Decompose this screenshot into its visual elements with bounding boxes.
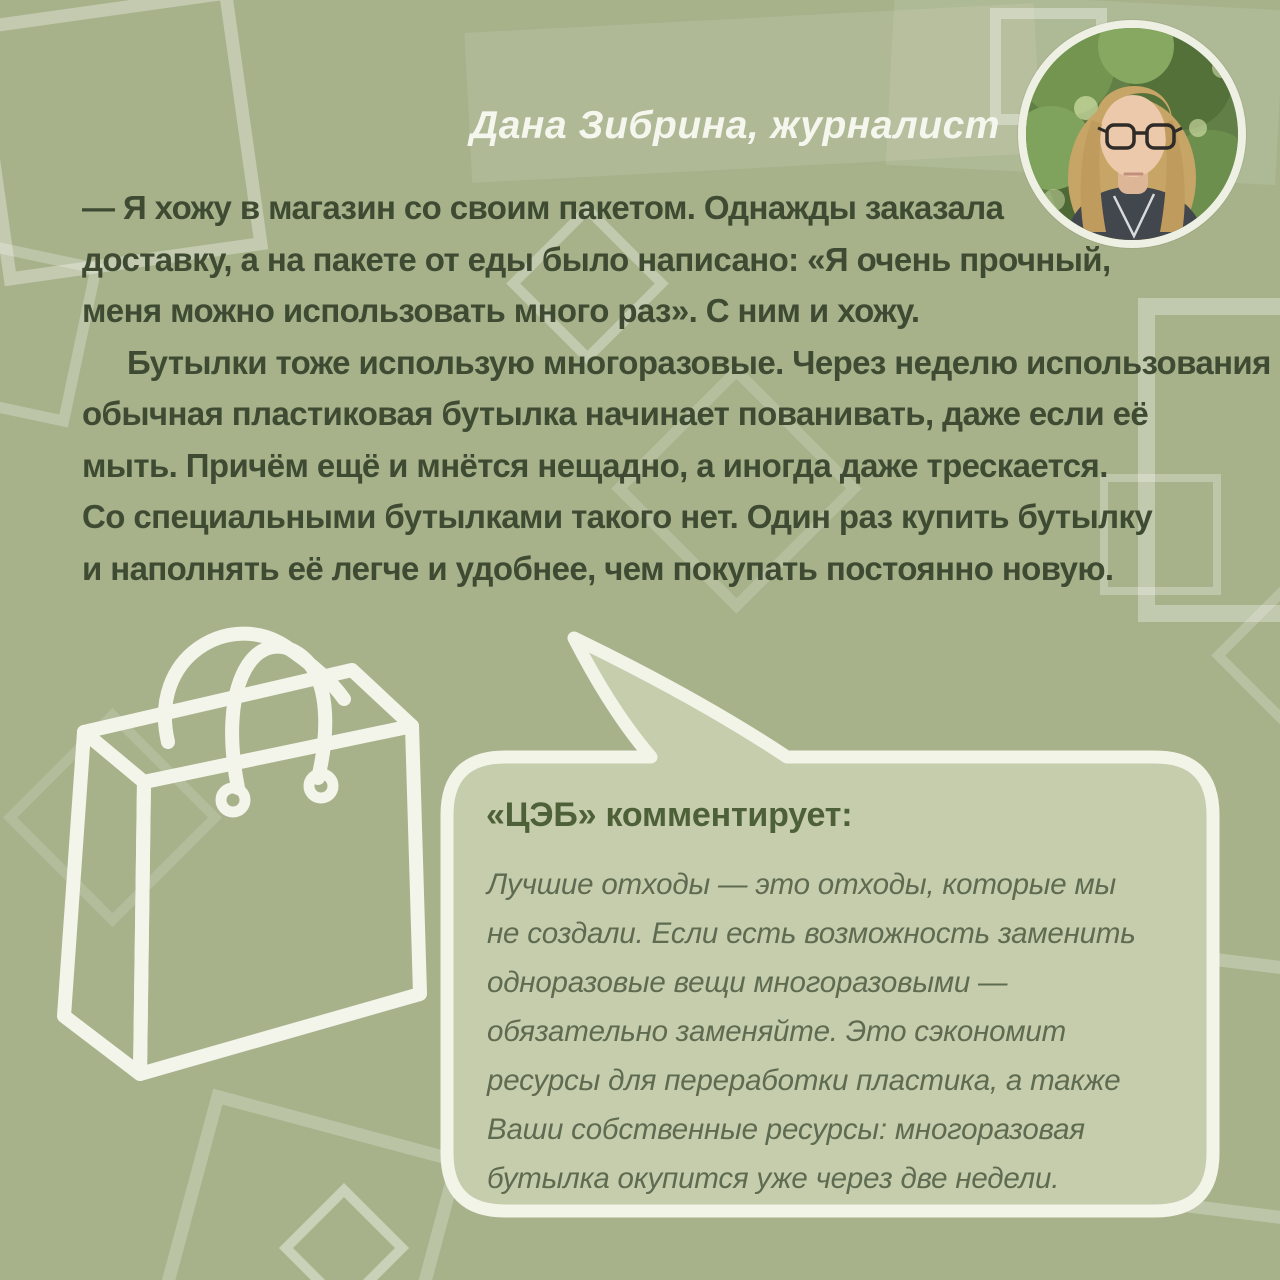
bubble-text-block [487,860,1217,1203]
quote-line: обычная пластиковая бутылка начинает пованивать, даже если её [82,395,1149,432]
quote-line: и наполнять её легче и удобнее, чем покупать постоянно новую. [82,549,1114,587]
quote-line: мыть. Причём ещё и мнётся нещадно, а иногда даже трескается. [82,446,1108,484]
quote-line: — Я хожу в магазин со своим пакетом. Однажды заказала [82,189,1004,226]
author-title: Дана Зибрина, журналист [470,104,1000,147]
quote-line: доставку, а на пакете от еды было написано: «Я очень прочный, [82,240,1111,278]
decor-square-icon [146,1089,466,1280]
decor-light-band [464,3,1041,183]
decor-diamond-icon [279,1183,409,1280]
shopping-bag-icon [50,610,435,1100]
bubble-line: одноразовые вещи многоразовыми — [487,966,1008,999]
bubble-line: бутылка окупится уже через две недели. [487,1162,1060,1195]
bubble-line: Ваши собственные ресурсы: многоразовая [487,1113,1085,1146]
bubble-line: Лучшие отходы — это отходы, которые мы [487,868,1117,901]
quote-line: Бутылки тоже использую многоразовые. Через неделю использования [127,343,1271,381]
bubble-line: обязательно заменяйте. Это сэкономит [487,1015,1066,1048]
bubble-heading: «ЦЭБ» комментирует: [486,796,853,834]
bubble-line: не создали. Если есть возможность заменить [487,917,1136,950]
quote-text-block [82,182,1271,594]
bubble-line: ресурсы для переработки пластика, а также [487,1064,1121,1097]
quote-line: Со специальными бутылками такого нет. Один раз купить бутылку [82,498,1153,535]
quote-line: меня можно использовать много раз». С ним и хожу. [82,292,920,329]
